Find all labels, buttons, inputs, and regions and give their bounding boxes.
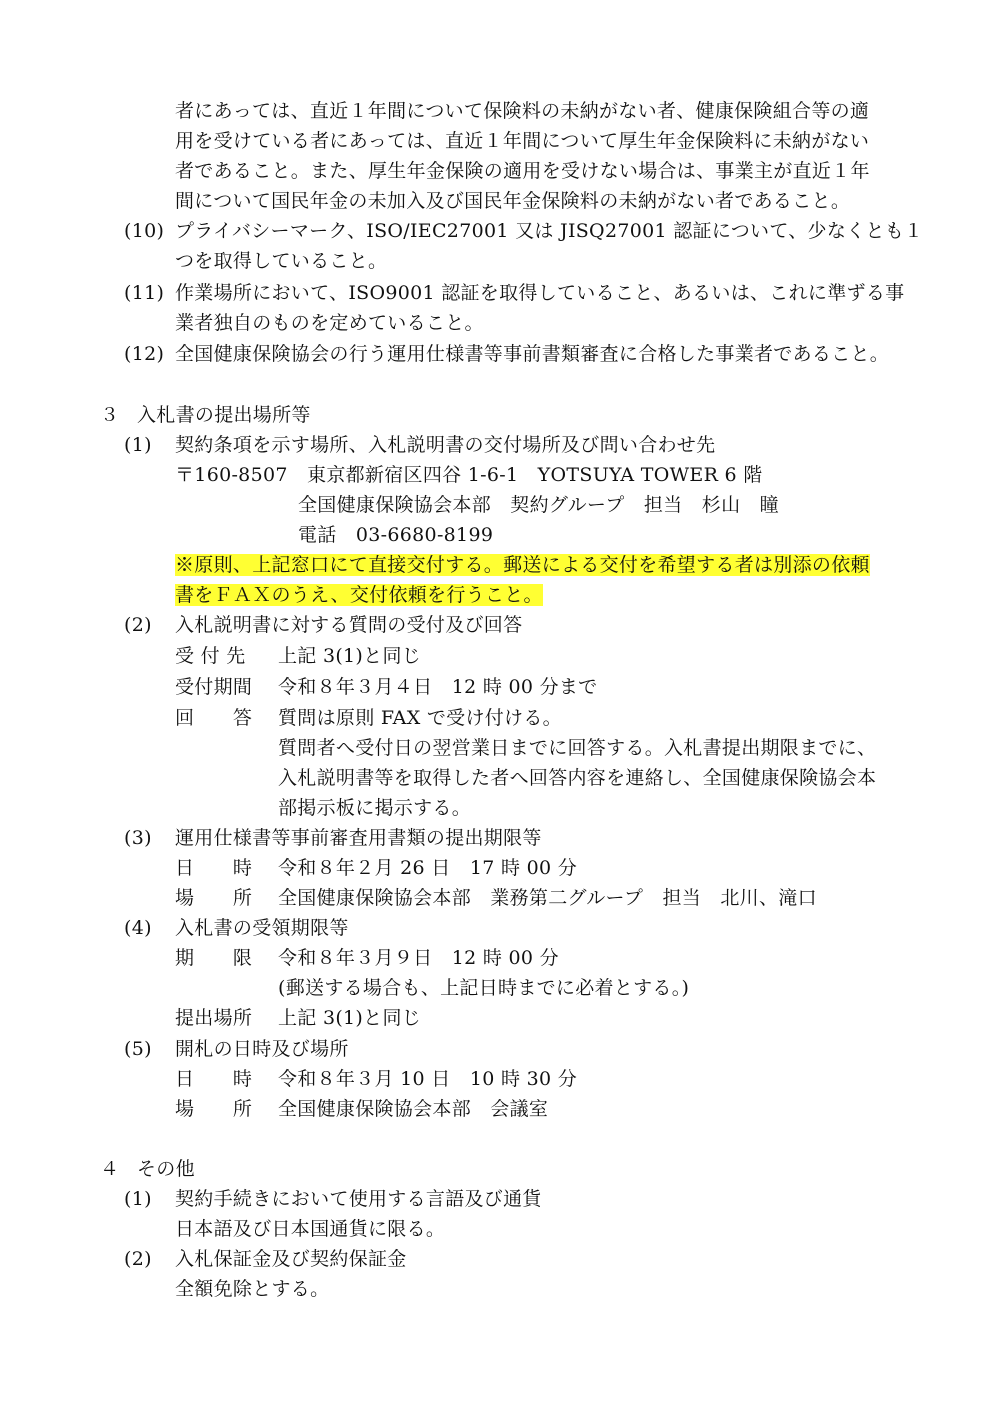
section-3-title: 入札書の提出場所等	[137, 404, 311, 426]
s3-3-place-label: 場 所	[175, 887, 253, 909]
continuation-line-3: 者であること。また、厚生年金保険の適用を受けない場合は、事業主が直近１年	[175, 160, 870, 182]
item-11-line-2: 業者独自のものを定めていること。	[175, 312, 484, 334]
item-10-line-1: プライバシーマーク、ISO/IEC27001 又は JISQ27001 認証について、少なくとも１	[175, 220, 924, 242]
s3-1-office: 全国健康保険協会本部 契約グループ 担当 杉山 瞳	[298, 494, 779, 516]
item-11-line-1: 作業場所において、ISO9001 認証を取得していること、あるいは、これに準ずる事	[175, 282, 905, 304]
s3-2-period-label: 受付期間	[175, 676, 253, 698]
s3-1-note-line-1	[175, 550, 870, 580]
s3-2-answer-line-3: 入札説明書等を取得した者へ回答内容を連絡し、全国健康保険協会本	[278, 767, 877, 789]
item-11-number: (11)	[124, 282, 165, 304]
section-4-number: ４	[100, 1158, 120, 1180]
s3-2-recv-label: 受 付 先	[175, 645, 246, 667]
s3-4-place-label: 提出場所	[175, 1007, 253, 1029]
s3-1-address: 〒160-8507 東京都新宿区四谷 1-6-1 YOTSUYA TOWER 6 階	[175, 464, 763, 486]
s3-1-phone: 電話 03-6680-8199	[298, 524, 494, 546]
s3-4-title: 入札書の受領期限等	[175, 917, 349, 939]
s3-2-title: 入札説明書に対する質問の受付及び回答	[175, 614, 523, 636]
item-12-number: (12)	[124, 343, 165, 365]
s3-2-number: (2)	[124, 614, 152, 636]
s3-5-place-label: 場 所	[175, 1098, 253, 1120]
s3-3-date-label: 日 時	[175, 857, 253, 879]
s4-2-title: 入札保証金及び契約保証金	[175, 1248, 407, 1270]
s4-2-body: 全額免除とする。	[175, 1278, 330, 1300]
section-3-number: ３	[100, 404, 120, 426]
s3-3-number: (3)	[124, 827, 152, 849]
s4-1-number: (1)	[124, 1188, 152, 1210]
s3-2-period-value: 令和８年３月４日 12 時 00 分まで	[278, 676, 598, 698]
item-10-line-2: つを取得していること。	[175, 250, 388, 272]
s3-5-date-value: 令和８年３月 10 日 10 時 30 分	[278, 1068, 578, 1090]
s3-1-title: 契約条項を示す場所、入札説明書の交付場所及び問い合わせ先	[175, 434, 716, 456]
s3-2-answer-line-4: 部掲示板に掲示する。	[278, 797, 472, 819]
s3-4-deadline-label: 期 限	[175, 947, 253, 969]
continuation-line-4: 間について国民年金の未加入及び国民年金保険料の未納がない者であること。	[175, 190, 851, 212]
section-4-title: その他	[137, 1158, 195, 1180]
s3-4-deadline-value: 令和８年３月９日 12 時 00 分	[278, 947, 559, 969]
s3-5-place-value: 全国健康保険協会本部 会議室	[278, 1098, 549, 1120]
continuation-line-1: 者にあっては、直近１年間について保険料の未納がない者、健康保険組合等の適	[175, 100, 870, 122]
item-12-text: 全国健康保険協会の行う運用仕様書等事前書類審査に合格した事業者であること。	[175, 343, 890, 365]
s3-2-answer-label: 回 答	[175, 707, 253, 729]
s3-1-note-line-2	[175, 580, 543, 610]
s4-1-title: 契約手続きにおいて使用する言語及び通貨	[175, 1188, 542, 1210]
highlight-note-2: 書をＦＡＸのうえ、交付依頼を行うこと。	[175, 584, 543, 606]
s3-4-deadline-note: (郵送する場合も、上記日時までに必着とする。)	[278, 977, 690, 999]
s4-2-number: (2)	[124, 1248, 152, 1270]
s3-2-answer-line-2: 質問者へ受付日の翌営業日までに回答する。入札書提出期限までに、	[278, 737, 877, 759]
highlight-note-1: ※原則、上記窓口にて直接交付する。郵送による交付を希望する者は別添の依頼	[175, 554, 870, 576]
s3-2-recv-value: 上記 3(1)と同じ	[278, 645, 422, 667]
s3-3-date-value: 令和８年２月 26 日 17 時 00 分	[278, 857, 578, 879]
continuation-line-2: 用を受けている者にあっては、直近１年間について厚生年金保険料に未納がない	[175, 130, 870, 152]
s3-2-answer-line-1: 質問は原則 FAX で受け付ける。	[278, 707, 562, 729]
item-10-number: (10)	[124, 220, 165, 242]
s4-1-body: 日本語及び日本国通貨に限る。	[175, 1218, 446, 1240]
s3-3-title: 運用仕様書等事前審査用書類の提出期限等	[175, 827, 542, 849]
s3-5-title: 開札の日時及び場所	[175, 1038, 349, 1060]
s3-1-number: (1)	[124, 434, 152, 456]
s3-4-place-value: 上記 3(1)と同じ	[278, 1007, 422, 1029]
s3-4-number: (4)	[124, 917, 152, 939]
s3-5-number: (5)	[124, 1038, 152, 1060]
s3-5-date-label: 日 時	[175, 1068, 253, 1090]
s3-3-place-value: 全国健康保険協会本部 業務第二グループ 担当 北川、滝口	[278, 887, 817, 909]
